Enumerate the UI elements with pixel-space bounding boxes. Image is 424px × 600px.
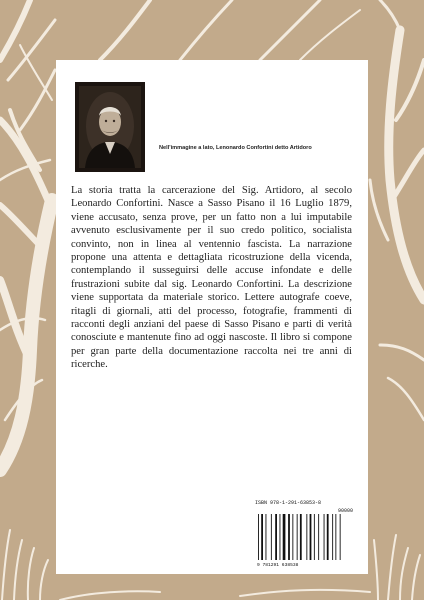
barcode-bars <box>257 514 353 562</box>
price-code: 90000 <box>337 508 353 514</box>
barcode-digits: 9 781291 638538 <box>257 563 299 568</box>
back-cover-panel <box>56 60 368 574</box>
isbn-barcode <box>255 500 355 572</box>
portrait-caption: Nell'immagine a lato, Lenonardo Confortini detto Artidoro <box>159 145 312 151</box>
author-portrait <box>75 82 145 172</box>
book-description: La storia tratta la carcerazione del Sig. Artidoro, al secolo Leonardo Confortini. Nasce a Sasso Pisano il 16 Luglio 1879, viene accusato, senza prove, per un fatto non a lui imputabile avvenuto esclusivamente per il suo credo politico, socialista convinto, non in linea al ventennio fascista. La narrazione propone una attenta e dettagliata ricostruzione della vicenda, contemplando il susseguirsi delle accuse infondate e delle frustrazioni subite dal sig. Leonardo Confortini. La descrizione viene supportata da materiale storico. Lettere autografe coeve, ritagli di giornali, atti del processo, fotografie, frammenti di racconti degli anziani del paese di Sasso Pisano e parti di verità conosciute e mantenute fino ad oggi nascoste. Il libro si compone per gran parte della documentazione raccolta nei tre anni di ricerche. <box>71 185 352 371</box>
isbn-number: ISBN 978-1-291-63853-8 <box>255 500 322 506</box>
